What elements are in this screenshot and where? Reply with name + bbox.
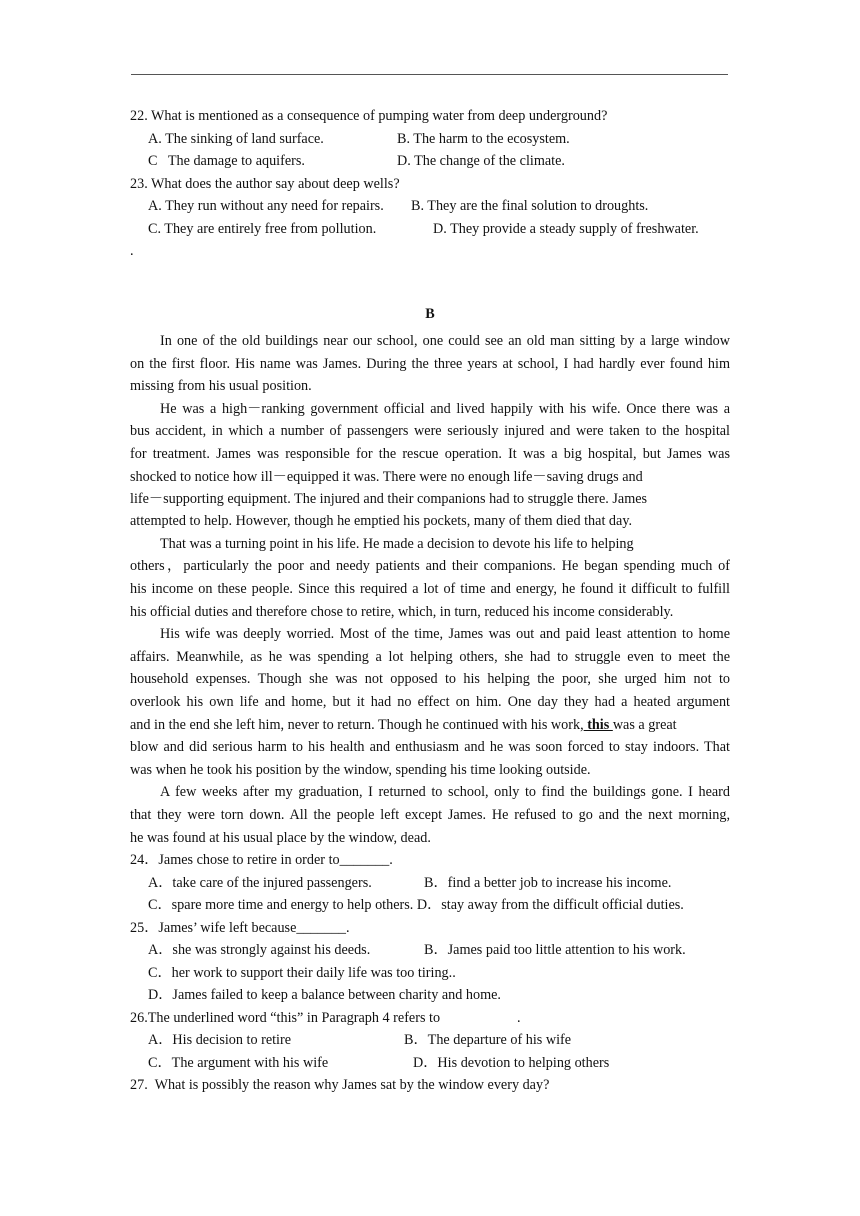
question-24-stem: 24．James chose to retire in order to_______. — [130, 852, 393, 868]
question-26-option-c: C．The argument with his wife — [148, 1055, 329, 1071]
question-22-option-b: B. The harm to the ecosystem. — [397, 131, 570, 147]
question-22-option-c: C The damage to aquifers. — [148, 153, 305, 169]
stray-dot: . — [130, 243, 134, 259]
passage-p1-line: missing from his usual position. — [130, 378, 312, 394]
underlined-this: this — [583, 717, 613, 733]
passage-p5-line: that they were torn down. All the people left except James. He refused to go and the next morning, — [130, 807, 730, 823]
question-24-option-a: A．take care of the injured passengers. — [148, 875, 372, 891]
question-25-option-c: C．her work to support their daily life was too tiring.. — [148, 965, 456, 981]
passage-p2-line: attempted to help. However, though he emptied his pockets, many of them died that day. — [130, 513, 633, 529]
passage-p4-line: blow and did serious harm to his health and enthusiasm and he was soon forced to stay indoors. That — [130, 739, 730, 755]
question-25-option-d: D．James failed to keep a balance between charity and home. — [148, 987, 501, 1003]
question-27-stem: 27. What is possibly the reason why James sat by the window every day? — [130, 1077, 550, 1093]
passage-p5-line: he was found at his usual place by the window, dead. — [130, 830, 431, 846]
passage-p1-line: on the first floor. His name was James. During the three years at school, I had hardly ever found him — [130, 356, 730, 372]
question-23-option-a: A. They run without any need for repairs. — [148, 198, 384, 214]
question-26-option-b: B．The departure of his wife — [404, 1032, 572, 1048]
question-26-stem: 26.The underlined word “this” in Paragraph 4 refers to — [130, 1010, 441, 1026]
question-22-stem: 22. What is mentioned as a consequence of pumping water from deep underground? — [130, 108, 608, 124]
passage-p4-line: was when he took his position by the window, spending his time looking outside. — [130, 762, 591, 778]
question-22-option-a: A. The sinking of land surface. — [148, 131, 324, 147]
question-23-option-b: B. They are the final solution to droughts. — [411, 198, 649, 214]
passage-p4-line: overlook his own life and home, but it had no effect on him. One day they had a heated argument — [130, 694, 730, 710]
passage-p4-pre: and in the end she left him, never to return. Though he continued with his work, — [130, 717, 584, 733]
question-23-option-d: D. They provide a steady supply of freshwater. — [433, 221, 699, 237]
question-23-stem: 23. What does the author say about deep wells? — [130, 176, 400, 192]
passage-p3-line: his official duties and therefore chose to retire, which, in turn, reduced his income considerably. — [130, 604, 674, 620]
question-26-option-a: A．His decision to retire — [148, 1032, 292, 1048]
question-25-option-b: B．James paid too little attention to his work. — [424, 942, 686, 958]
question-23-option-c: C. They are entirely free from pollution. — [148, 221, 377, 237]
passage-p2-line: for treatment. James was responsible for the rescue operation. It was a big hospital, but James was — [130, 446, 730, 462]
passage-p4-line: His wife was deeply worried. Most of the time, James was out and paid least attention to home — [160, 626, 730, 642]
passage-p2-line: life－supporting equipment. The injured and their companions had to struggle there. James — [130, 491, 648, 507]
question-26-option-d: D．His devotion to helping others — [413, 1055, 610, 1071]
question-25-stem: 25．James’ wife left because_______. — [130, 920, 350, 936]
passage-p3-line: others，particularly the poor and needy patients and their companions. He began spending much of — [130, 558, 730, 574]
passage-p2-line: bus accident, in which a number of passengers were seriously injured and were taken to the hospital — [130, 423, 730, 439]
question-24-option-b: B．find a better job to increase his income. — [424, 875, 672, 891]
passage-p4-post: was a great — [612, 717, 677, 733]
question-25-option-a: A．she was strongly against his deeds. — [148, 942, 371, 958]
passage-p4-line: household expenses. Though she was not opposed to his helping the poor, she urged him not to — [130, 671, 730, 687]
question-26-stem-end: . — [517, 1010, 521, 1026]
passage-p2-line: shocked to notice how ill－equipped it was. There were no enough life－saving drugs and — [130, 469, 643, 485]
passage-p4-line: affairs. Meanwhile, as he was spending a lot helping others, she had to struggle even to meet the — [130, 649, 730, 665]
header-rule — [131, 74, 728, 75]
passage-title: B — [425, 306, 435, 322]
passage-p4-line-underlined — [130, 715, 677, 735]
question-22-option-d: D. The change of the climate. — [397, 153, 565, 169]
passage-p3-line: That was a turning point in his life. He made a decision to devote his life to helping — [160, 536, 634, 552]
passage-p1-line: In one of the old buildings near our school, one could see an old man sitting by a large window — [160, 333, 730, 349]
passage-p2-line: He was a high－ranking government official and lived happily with his wife. Once there was a — [160, 401, 730, 417]
passage-p5-line: A few weeks after my graduation, I returned to school, only to find the buildings gone. I heard — [160, 784, 730, 800]
question-24-option-cd: C．spare more time and energy to help others. D．stay away from the difficult official duties. — [148, 897, 684, 913]
passage-p3-line: his income on these people. Since this required a lot of time and energy, he found it difficult to fulfill — [130, 581, 730, 597]
